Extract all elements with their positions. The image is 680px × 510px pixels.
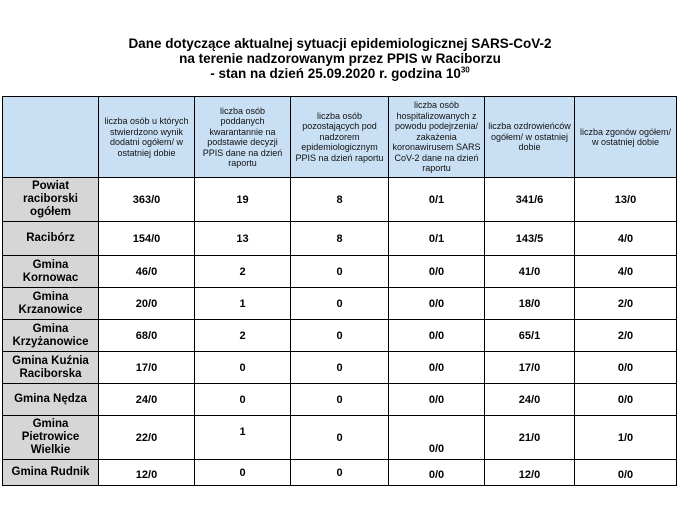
cell-surveillance: 0 — [291, 320, 389, 352]
row-label: Gmina Krzyżanowice — [3, 320, 99, 352]
cell-surveillance: 0 — [291, 384, 389, 416]
cell-positive: 20/0 — [99, 288, 195, 320]
cell-quarantine: 19 — [195, 178, 291, 222]
table-row — [3, 256, 677, 288]
cell-deaths: 2/0 — [575, 288, 677, 320]
cell-surveillance: 8 — [291, 178, 389, 222]
cell-positive: 68/0 — [99, 320, 195, 352]
cell-positive: 22/0 — [99, 416, 195, 460]
cell-hospitalized: 0/0 — [389, 352, 485, 384]
table-row — [3, 178, 677, 222]
header-hospitalized: liczba osób hospitalizowanych z powodu podejrzenia/ zakażenia koronawirusem SARS CoV-2 dane na dzień raportu — [389, 97, 485, 178]
document-title — [0, 36, 680, 81]
cell-deaths: 4/0 — [575, 256, 677, 288]
table-row — [3, 416, 677, 460]
covid-stats-table — [2, 96, 677, 486]
time-superscript: 30 — [460, 65, 470, 75]
cell-positive: 46/0 — [99, 256, 195, 288]
table-row — [3, 288, 677, 320]
cell-recovered: 341/6 — [485, 178, 575, 222]
cell-quarantine: 1 — [195, 288, 291, 320]
table-row — [3, 320, 677, 352]
table-row — [3, 352, 677, 384]
cell-recovered: 12/0 — [485, 460, 575, 486]
cell-hospitalized: 0/0 — [389, 288, 485, 320]
cell-hospitalized: 0/0 — [389, 384, 485, 416]
header-positive-cases: liczba osób u których stwierdzono wynik dodatni ogółem/ w ostatniej dobie — [99, 97, 195, 178]
cell-hospitalized: 0/1 — [389, 222, 485, 256]
row-label: Gmina Krzanowice — [3, 288, 99, 320]
cell-deaths: 13/0 — [575, 178, 677, 222]
cell-recovered: 65/1 — [485, 320, 575, 352]
cell-surveillance: 0 — [291, 416, 389, 460]
cell-positive: 154/0 — [99, 222, 195, 256]
header-row — [3, 97, 677, 178]
cell-positive: 24/0 — [99, 384, 195, 416]
cell-deaths: 0/0 — [575, 352, 677, 384]
header-surveillance: liczba osób pozostających pod nadzorem epidemiologicznym PPIS na dzień raportu — [291, 97, 389, 178]
cell-hospitalized: 0/0 — [389, 256, 485, 288]
title-line-2: na terenie nadzorowanym przez PPIS w Raciborzu — [179, 51, 501, 66]
cell-quarantine: 2 — [195, 256, 291, 288]
cell-surveillance: 0 — [291, 256, 389, 288]
cell-hospitalized: 0/1 — [389, 178, 485, 222]
cell-recovered: 41/0 — [485, 256, 575, 288]
cell-hospitalized: 0/0 — [389, 416, 485, 460]
cell-quarantine: 0 — [195, 384, 291, 416]
cell-surveillance: 0 — [291, 352, 389, 384]
header-deaths: liczba zgonów ogółem/ w ostatniej dobie — [575, 97, 677, 178]
cell-surveillance: 0 — [291, 460, 389, 486]
row-label: Gmina Pietrowice Wielkie — [3, 416, 99, 460]
cell-hospitalized: 0/0 — [389, 460, 485, 486]
cell-deaths: 2/0 — [575, 320, 677, 352]
table-row — [3, 384, 677, 416]
cell-deaths: 4/0 — [575, 222, 677, 256]
header-quarantine: liczba osób poddanych kwarantannie na podstawie decyzji PPIS dane na dzień raportu — [195, 97, 291, 178]
row-label: Gmina Kornowac — [3, 256, 99, 288]
cell-positive: 363/0 — [99, 178, 195, 222]
cell-recovered: 24/0 — [485, 384, 575, 416]
cell-positive: 12/0 — [99, 460, 195, 486]
header-corner — [3, 97, 99, 178]
title-line-3: - stan na dzień 25.09.2020 r. godzina $10^{30}$ — [210, 65, 470, 81]
table-row — [3, 460, 677, 486]
cell-recovered: 18/0 — [485, 288, 575, 320]
cell-quarantine: 0 — [195, 352, 291, 384]
cell-recovered: 17/0 — [485, 352, 575, 384]
row-label: Gmina Nędza — [3, 384, 99, 416]
cell-deaths: 0/0 — [575, 384, 677, 416]
cell-surveillance: 8 — [291, 222, 389, 256]
cell-quarantine: 1 — [195, 416, 291, 460]
title-line-1: Dane dotyczące aktualnej sytuacji epidemiologicznej SARS-CoV-2 — [128, 36, 552, 51]
cell-positive: 17/0 — [99, 352, 195, 384]
cell-hospitalized: 0/0 — [389, 320, 485, 352]
cell-surveillance: 0 — [291, 288, 389, 320]
row-label: Gmina Rudnik — [3, 460, 99, 486]
row-label: Powiat raciborski ogółem — [3, 178, 99, 222]
cell-quarantine: 2 — [195, 320, 291, 352]
row-label: Gmina Kuźnia Raciborska — [3, 352, 99, 384]
cell-quarantine: 0 — [195, 460, 291, 486]
cell-deaths: 1/0 — [575, 416, 677, 460]
row-label: Racibórz — [3, 222, 99, 256]
cell-recovered: 143/5 — [485, 222, 575, 256]
header-recovered: liczba ozdrowieńców ogółem/ w ostatniej dobie — [485, 97, 575, 178]
cell-deaths: 0/0 — [575, 460, 677, 486]
table-row — [3, 222, 677, 256]
cell-recovered: 21/0 — [485, 416, 575, 460]
cell-quarantine: 13 — [195, 222, 291, 256]
